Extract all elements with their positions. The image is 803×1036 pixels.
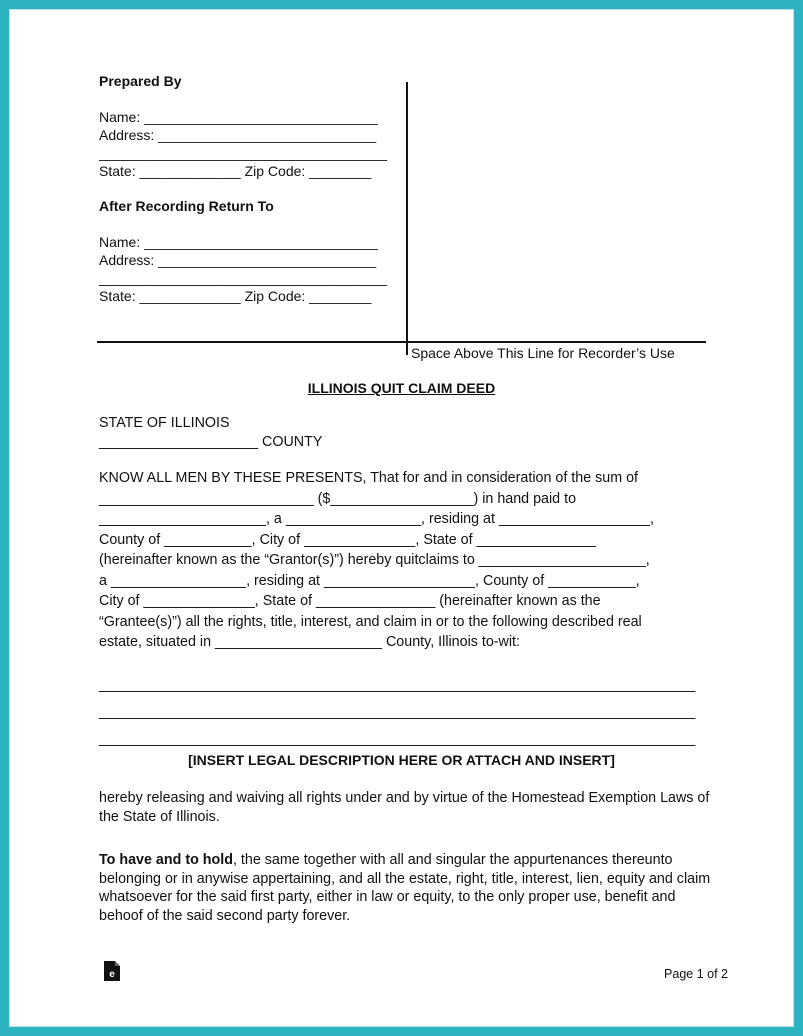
document-page xyxy=(9,9,794,1027)
recorder-space-vertical-divider xyxy=(406,82,408,355)
prepared-by-heading: Prepared By xyxy=(99,73,182,89)
legal-description-blank-line: ___________________________________________________________________________ xyxy=(99,677,696,693)
legal-description-blank-line: ___________________________________________________________________________ xyxy=(99,731,696,747)
page-number: Page 1 of 2 xyxy=(664,967,728,981)
habendum-paragraph xyxy=(99,851,719,925)
prepared-by-state-zip-field: State: _____________ Zip Code: ________ xyxy=(99,163,372,179)
habendum-lead: To have and to hold xyxy=(99,852,233,868)
consideration-line: City of ______________, State of _______________ (hereinafter known as the xyxy=(99,593,601,609)
recorder-space-horizontal-divider xyxy=(97,341,706,343)
consideration-line: ___________________________ ($__________________) in hand paid to xyxy=(99,490,577,507)
consideration-line: County of ___________, City of ______________, State of _______________ xyxy=(99,531,596,548)
legal-description-label: [INSERT LEGAL DESCRIPTION HERE OR ATTACH AND INSERT] xyxy=(188,752,615,768)
prepared-by-name-field: Name: ______________________________ xyxy=(99,109,378,125)
county-line: ____________________ COUNTY xyxy=(99,434,323,450)
consideration-line: _____________________, a _________________, residing at ___________________, xyxy=(99,511,654,527)
legal-description-blank-line: ___________________________________________________________________________ xyxy=(99,704,696,720)
state-line: STATE OF ILLINOIS xyxy=(99,415,230,431)
prepared-by-address-line2: _____________________________________ xyxy=(99,145,388,161)
svg-text:e: e xyxy=(109,969,115,980)
return-to-state-zip-field: State: _____________ Zip Code: ________ xyxy=(99,288,372,304)
eforms-logo-icon xyxy=(104,961,120,981)
consideration-line: (hereinafter known as the “Grantor(s)”) hereby quitclaims to _____________________, xyxy=(99,552,650,568)
homestead-paragraph: hereby releasing and waiving all rights under and by virtue of the Homestead Exemption Laws of the State of Illinois. xyxy=(99,790,710,825)
consideration-line: a _________________, residing at ___________________, County of ___________, xyxy=(99,572,640,589)
prepared-by-address-field: Address: ____________________________ xyxy=(99,127,377,143)
return-to-address-line2: _____________________________________ xyxy=(99,270,388,286)
deed-title: ILLINOIS QUIT CLAIM DEED xyxy=(307,380,496,396)
consideration-line: “Grantee(s)”) all the rights, title, interest, and claim in or to the following described real xyxy=(99,613,642,630)
habendum-text: , the same together with all and singular the appurtenances thereunto belonging or in anywise appertaining, and all the estate, right, title, interest, lien, equity and claim whatsoever for the said first party, either in law or equity, to the only proper use, benefit and behoof of the said second party forever. xyxy=(99,852,711,924)
recorder-space-note: Space Above This Line for Recorder’s Use xyxy=(411,345,675,361)
consideration-line: KNOW ALL MEN BY THESE PRESENTS, That for and in consideration of the sum of xyxy=(99,470,639,486)
return-to-heading: After Recording Return To xyxy=(99,198,274,214)
return-to-address-field: Address: ____________________________ xyxy=(99,252,377,268)
consideration-line: estate, situated in _____________________ County, Illinois to-wit: xyxy=(99,634,520,650)
return-to-name-field: Name: ______________________________ xyxy=(99,234,378,250)
